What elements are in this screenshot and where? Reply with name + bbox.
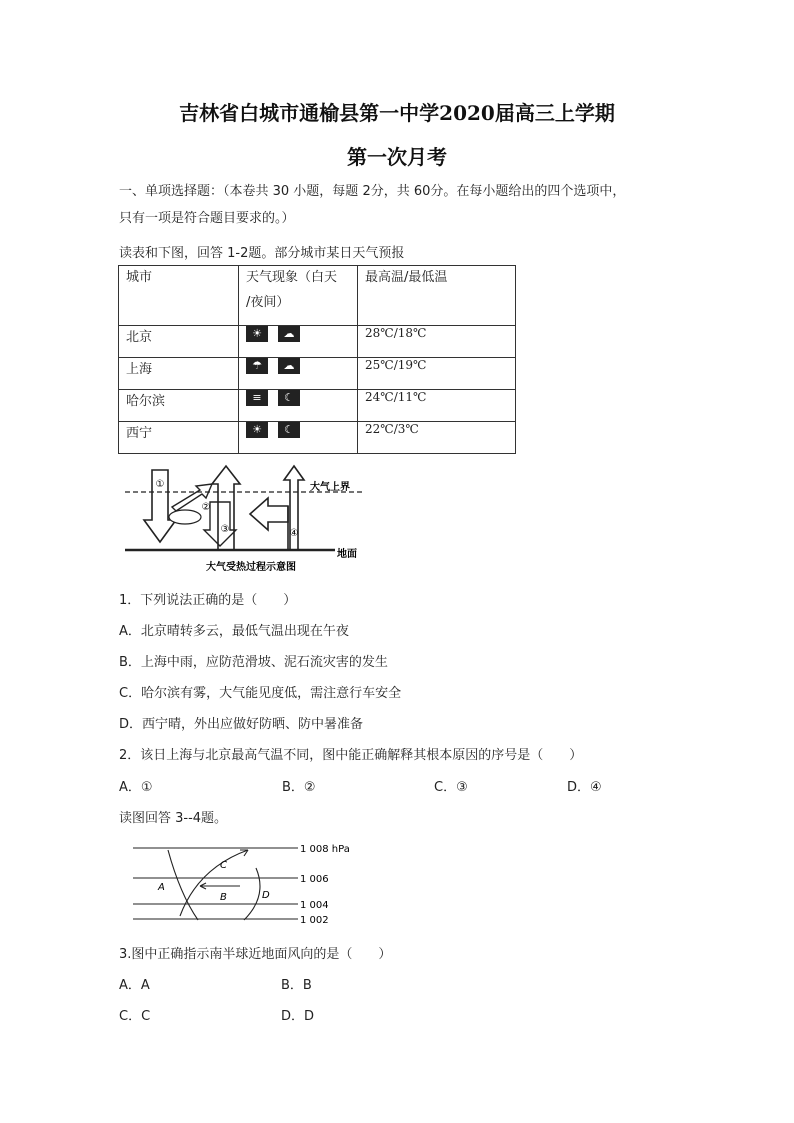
isobar-label: 1 004 [300, 900, 329, 911]
header-city: 城市 [119, 266, 239, 326]
section-heading-cont: 只有一项是符合题目要求的。） [119, 211, 295, 226]
header-weather-line1: 天气现象（白天 [246, 270, 338, 285]
cloud-icon: ☁ [278, 358, 300, 374]
table-row [119, 390, 516, 422]
isobar-label: 1 006 [300, 874, 329, 885]
temp-cell: 24℃/11℃ [358, 390, 516, 422]
counter-radiation-arrow [250, 498, 288, 530]
table-row [119, 358, 516, 390]
q3-option-a: A．A [119, 978, 150, 993]
atmosphere-top-label: 大气上界 [310, 482, 350, 493]
rain-icon: ☂ [246, 358, 268, 374]
temp-cell: 25℃/19℃ [358, 358, 516, 390]
header-weather [239, 266, 358, 326]
letter-a: A [158, 882, 165, 893]
city-cell: 哈尔滨 [119, 390, 239, 422]
weather-cell [239, 326, 358, 358]
temp-cell: 28℃/18℃ [358, 326, 516, 358]
ground-label: 地面 [337, 549, 357, 560]
ground-radiation-arrow [212, 466, 240, 550]
q2-option-b: B．② [282, 780, 316, 795]
marker-3: ③ [220, 524, 230, 535]
temp-cell: 22℃/3℃ [358, 422, 516, 454]
marker-4: ④ [289, 528, 299, 539]
q3-option-c: C．C [119, 1009, 151, 1024]
q1-stem: 1．下列说法正确的是（ ） [119, 593, 297, 608]
weather-cell [239, 422, 358, 454]
weather-cell [239, 390, 358, 422]
cloud-moon-icon: ☁ [278, 326, 300, 342]
isobar-diagram [128, 838, 368, 928]
q3-stem: 3.图中正确指示南半球近地面风向的是（ ） [119, 947, 392, 962]
diagram1-caption: 大气受热过程示意图 [206, 562, 296, 573]
intro-q3-q4: 读图回答 3--4题。 [119, 811, 228, 826]
intro-q1-q2: 读表和下图，回答 1-2题。部分城市某日天气预报 [119, 246, 405, 261]
letter-d: D [262, 890, 270, 901]
q2-option-c: C．③ [434, 780, 468, 795]
letter-c: C [220, 860, 227, 871]
header-weather-line2: /夜间） [246, 295, 290, 310]
cloud-shape [169, 510, 201, 524]
q2-option-d: D．④ [567, 780, 602, 795]
q1-option-b: B．上海中雨，应防范滑坡、泥石流灾害的发生 [119, 655, 388, 670]
marker-2: ② [201, 502, 211, 513]
q1-option-d: D．西宁晴，外出应做好防晒、防中暑准备 [119, 717, 364, 732]
table-row [119, 422, 516, 454]
moon-icon: ☾ [278, 422, 300, 438]
table-row [119, 326, 516, 358]
exam-subtitle: 第一次月考 [347, 145, 447, 169]
city-cell: 北京 [119, 326, 239, 358]
moon-icon: ☾ [278, 390, 300, 406]
marker-1: ① [155, 479, 165, 490]
q3-option-d: D．D [281, 1009, 315, 1024]
wind-arrow-c [180, 850, 248, 916]
city-cell: 上海 [119, 358, 239, 390]
section-heading: 一、单项选择题：（本卷共 30 小题，每题 2分，共 60分。在每小题给出的四个选项中， [119, 184, 626, 199]
header-temp: 最高温/最低温 [358, 266, 516, 326]
weather-table [118, 265, 516, 454]
fog-icon: ≡ [246, 390, 268, 406]
isobar-label: 1 002 [300, 915, 329, 926]
q1-option-a: A．北京晴转多云，最低气温出现在午夜 [119, 624, 349, 639]
letter-b: B [220, 892, 227, 903]
q2-option-a: A．① [119, 780, 153, 795]
atmospheric-heating-diagram [120, 462, 370, 574]
table-header-row [119, 266, 516, 326]
exam-title: 吉林省白城市通榆县第一中学2020届高三上学期 [179, 101, 615, 125]
wind-arrow-d [244, 868, 260, 920]
sun-icon: ☀ [246, 422, 268, 438]
city-cell: 西宁 [119, 422, 239, 454]
q2-stem: 2．该日上海与北京最高气温不同，图中能正确解释其根本原因的序号是（ ） [119, 748, 583, 763]
weather-cell [239, 358, 358, 390]
sun-icon: ☀ [246, 326, 268, 342]
isobar-label: 1 008 hPa [300, 844, 350, 855]
q3-option-b: B．B [281, 978, 312, 993]
q1-option-c: C．哈尔滨有雾，大气能见度低，需注意行车安全 [119, 686, 402, 701]
